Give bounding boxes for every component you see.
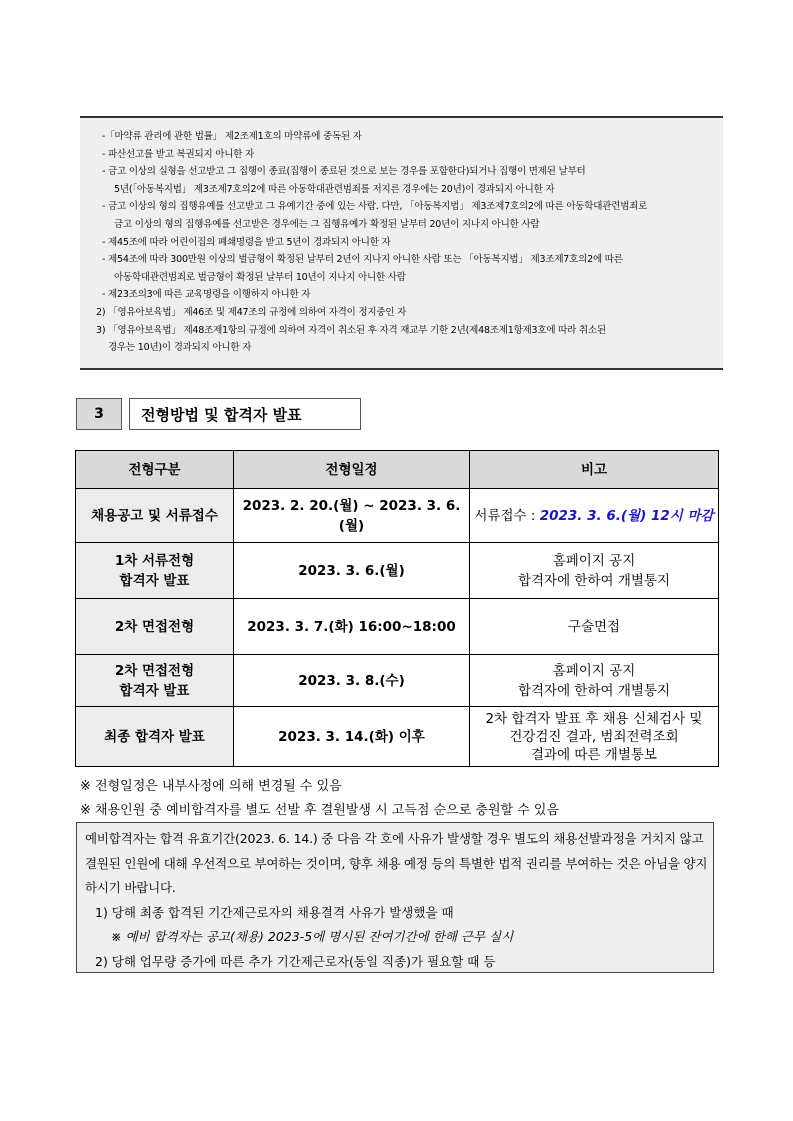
table-row [76,543,719,599]
remarks-text: 홈페이지 공지 [552,552,636,569]
remarks-text: 홈페이지 공지 [552,662,636,679]
stage-text: 최종 합격자 발표 [104,728,205,745]
remarks-text: 구술면접 [567,618,621,635]
disqualification-line: - 금고 이상의 실형을 선고받고 그 집행이 종료(집행이 종료된 것으로 보는 경우를 포함한다)되거나 집행이 면제된 날부터 [102,166,586,178]
disqualification-line: - 금고 이상의 형의 집행유예를 선고받고 그 유예기간 중에 있는 사람. 다만, 「아동복지법」 제3조제7호의2에 따른 아동학대관련범죄로 [102,201,648,213]
header-stage: 전형구분 [76,451,234,489]
disqualification-box [80,116,723,370]
reserve-item: 2) 당해 업무량 증가에 따른 추가 기간제근로자(동일 직종)가 필요할 때 등 [95,953,496,969]
remarks-text: 건강검진 결과, 범죄전력조회 [509,728,679,745]
disqualification-line: -「마약류 관리에 관한 법률」 제2조제1호의 마약류에 중독된 자 [102,131,362,142]
reserve-item-note: ※ 예비 합격자는 공고(채용) 2023-5에 명시된 잔여기간에 한해 근무 실시 [111,929,514,944]
table-row [76,599,719,655]
remarks-text: 결과에 따른 개별통보 [531,746,657,763]
date-cell: 2023. 3. 14.(화) 이후 [234,707,470,767]
stage-cell [76,543,234,599]
disqualification-line: 5년(「아동복지법」 제3조제7호의2에 따른 아동학대관련범죄를 저지른 경우에는 20년)이 경과되지 아니한 자 [114,183,555,195]
deadline-text: 2023. 3. 6.(월) 12시 마감 [539,507,714,524]
table-header-row [76,451,719,489]
disqualification-line: 3) 「영유아보육법」 제48조제1항의 규정에 의하여 자격이 취소된 후 자격 재교부 기한 2년(제48조제1항제3호에 따라 취소된 [96,324,606,336]
disqualification-line: - 제23조의3에 따른 교육명령을 이행하지 아니한 자 [102,289,311,301]
disqualification-line: - 제54조에 따라 300만원 이상의 벌금형이 확정된 날부터 2년이 지나지 아니한 사람 또는 「아동복지법」 제3조제7호의2에 따른 [102,254,623,266]
table-row [76,655,719,707]
disqualification-line: - 파산선고를 받고 복권되지 아니한 자 [102,148,254,160]
date-cell: 2023. 3. 7.(화) 16:00~18:00 [234,599,470,655]
stage-text: 1차 서류전형 [114,552,195,569]
remarks-text: 2차 합격자 발표 후 채용 신체검사 및 [485,710,703,727]
date-cell: 2023. 3. 8.(수) [234,655,470,707]
disqualification-line: 경우는 10년)이 경과되지 아니한 자 [108,342,252,354]
schedule-note: ※ 전형일정은 내부사정에 의해 변경될 수 있음 [80,779,342,794]
table-row [76,489,719,543]
date-cell: 2023. 2. 20.(월) ~ 2023. 3. 6.(월) [234,489,470,543]
stage-text: 채용공고 및 서류접수 [91,507,218,524]
remarks-cell [470,543,719,599]
reserve-item: 1) 당해 최종 합격된 기간제근로자의 채용결격 사유가 발생했을 때 [95,904,454,920]
reserve-paragraph: 예비합격자는 합격 유효기간(2023. 6. 14.) 중 다음 각 호에 사유가 발생할 경우 별도의 채용선발과정을 거치지 않고 결원된 인원에 대해 우선적으로 부여하는 것이며, 향후 채용 예정 등의 특별한 법적 권리를 부여하는 것은 아님을 양지하시기 바랍니다. [85,831,708,895]
stage-cell [76,489,234,543]
header-schedule: 전형일정 [234,451,470,489]
disqualification-line: - 제45조에 따라 어린이집의 폐쇄명령을 받고 5년이 경과되지 아니한 자 [102,236,391,248]
remarks-text: 합격자에 한하여 개별통지 [517,682,671,699]
header-remarks: 비고 [470,451,719,489]
section-title: 전형방법 및 합격자 발표 [129,398,361,430]
remarks-cell [470,489,719,543]
remarks-cell [470,599,719,655]
section-number: 3 [76,398,122,430]
disqualification-line: 금고 이상의 형의 집행유예를 선고받은 경우에는 그 집행유예가 확정된 날부터 20년이 지나지 아니한 사람 [114,218,540,230]
remarks-prefix: 서류접수 : [474,507,540,524]
date-cell: 2023. 3. 6.(월) [234,543,470,599]
stage-text: 합격자 발표 [119,572,190,589]
stage-text: 합격자 발표 [119,682,190,699]
reserve-candidate-box [76,822,714,973]
remarks-text: 합격자에 한하여 개별통지 [517,572,671,589]
disqualification-line: 2) 「영유아보육법」 제46조 및 제47조의 규정에 의하여 자격이 정지중인 자 [96,306,407,318]
stage-text: 2차 면접전형 [114,618,195,635]
stage-cell [76,707,234,767]
reserve-note: ※ 채용인원 중 예비합격자를 별도 선발 후 결원발생 시 고득점 순으로 충원할 수 있음 [80,803,560,818]
remarks-cell [470,707,719,767]
table-row [76,707,719,767]
disqualification-line: 아동학대관련범죄로 벌금형이 확정된 날부터 10년이 지나지 아니한 사람 [114,271,406,283]
stage-cell [76,599,234,655]
schedule-table [75,450,719,767]
stage-cell [76,655,234,707]
stage-text: 2차 면접전형 [114,662,195,679]
remarks-cell [470,655,719,707]
